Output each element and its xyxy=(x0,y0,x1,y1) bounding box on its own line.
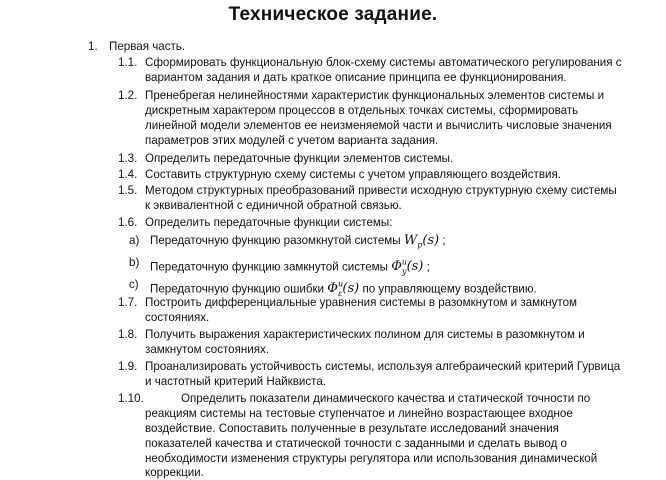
item-text-line: линейной модели элементов ее неизменяемой части и вычислить числовые значения xyxy=(145,119,612,132)
item-text-line: замкнутом состояниях. xyxy=(145,343,270,356)
part-label: Первая часть. xyxy=(109,40,186,53)
item-text-line: Пренебрегая нелинейностями характеристик функциональных элементов системы и xyxy=(145,89,605,102)
item-text-line: Определить показатели динамического качества и статической точности по xyxy=(181,392,591,405)
item-text-line: воздействие. Сопоставить полученные в результате исследований значения xyxy=(145,422,559,435)
subitem-tail: ; xyxy=(442,234,446,247)
subitem-text xyxy=(150,255,430,279)
item-text-line: Составить структурную схему системы с учетом управляющего воздействия. xyxy=(145,168,561,181)
subitem-letter: b) xyxy=(129,256,140,269)
item-text-line: реакциям системы на тестовые ступенчатое и линейно возрастающее входное xyxy=(145,407,573,420)
item-text-line: необходимости изменения структуры регулятора или использования динамической xyxy=(145,452,598,465)
item-text-line: Определить передаточные функции системы: xyxy=(145,216,393,229)
item-number: 1.1. xyxy=(118,56,138,69)
item-text-line: параметров этих модулей с учетом варианта задания. xyxy=(145,134,439,147)
item-text-line: Сформировать функциональную блок-схему системы автоматического регулирования с xyxy=(145,56,622,69)
subitem-label: Передаточную функцию замкнутой системы xyxy=(150,260,388,274)
item-text-line: к эквивалентной с единичной обратной связью. xyxy=(145,199,402,212)
item-text-line: коррекции. xyxy=(145,466,204,479)
item-text-line: Проанализировать устойчивость системы, используя алгебраический критерий Гурвица xyxy=(145,360,621,373)
subitem-tail: по управляющему воздействию. xyxy=(362,282,537,296)
item-number: 1.6. xyxy=(118,216,138,229)
item-number: 1.7. xyxy=(118,296,138,309)
item-number: 1.2. xyxy=(118,89,138,102)
subitem-label: Передаточную функцию ошибки xyxy=(150,282,325,296)
subitem-label: Передаточную функцию разомкнутой системы xyxy=(150,234,401,247)
document-title: Техническое задание. xyxy=(228,4,438,25)
formula-wp: $W_p(s)$ xyxy=(403,233,440,250)
subitem-letter: a) xyxy=(129,234,140,247)
item-text-line: и частотный критерий Найквиста. xyxy=(145,375,326,388)
item-text-line: Получить выражения характеристических полином для системы в разомкнутом и xyxy=(145,328,585,341)
item-text-line: Методом структурных преобразований привести исходную структурную схему системы xyxy=(145,184,617,197)
item-text-line: вариантом задания и дать краткое описание принципа ее функционирования. xyxy=(145,71,567,84)
item-number: 1.8. xyxy=(118,328,138,341)
item-number: 1.10. xyxy=(118,392,144,405)
item-text-line: Построить дифференциальные уравнения системы в разомкнутом и замкнутом xyxy=(145,296,577,309)
item-text-line: состояниях. xyxy=(145,311,210,324)
subitem-tail: ; xyxy=(426,260,430,274)
item-number: 1.5. xyxy=(118,184,138,197)
item-number: 1.3. xyxy=(118,152,138,165)
item-number: 1.4. xyxy=(118,168,138,181)
subitem-text xyxy=(150,233,446,253)
subitem-letter: c) xyxy=(129,278,139,291)
item-text-line: показателей качества и статической точности с заданными и сделать вывод о xyxy=(145,437,567,450)
part-number: 1. xyxy=(88,40,98,53)
formula-phi-e: $\Phi^u_\varepsilon(s)$ xyxy=(327,280,360,298)
item-number: 1.9. xyxy=(118,360,138,373)
formula-phi-y: $\Phi^u_y(s)$ xyxy=(391,258,424,276)
item-text-line: дискретным характером процессов в отдельных точках системы, сформировать xyxy=(145,104,579,117)
item-text-line: Определить передаточные функции элементов системы. xyxy=(145,152,454,165)
